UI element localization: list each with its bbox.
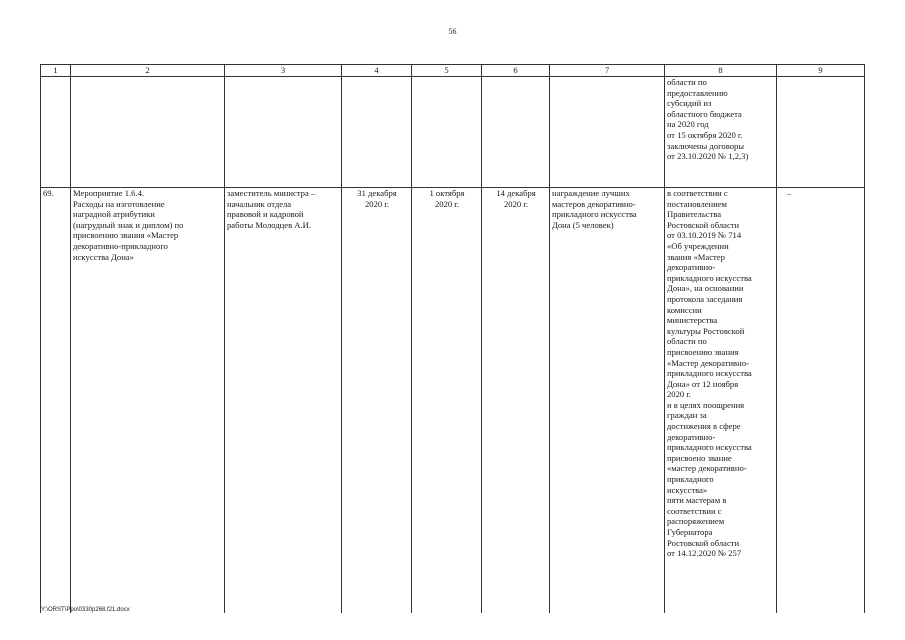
table-cell: [412, 77, 482, 188]
notes-cell: –: [777, 188, 865, 614]
table-cell: [41, 77, 71, 188]
table-cell: [342, 77, 412, 188]
table-cell: [482, 77, 550, 188]
header-cell: 6: [482, 65, 550, 77]
table-cell: [71, 77, 225, 188]
header-cell: 3: [225, 65, 342, 77]
planned-date-cell: 31 декабря 2020 г.: [342, 188, 412, 614]
end-date-cell: 14 декабря 2020 г.: [482, 188, 550, 614]
row-number-cell: 69.: [41, 188, 71, 614]
table-row: [41, 188, 865, 614]
header-cell: 1: [41, 65, 71, 77]
header-cell: 9: [777, 65, 865, 77]
actual-result-cell: в соответствии с постановлением Правительства Ростовской области от 03.10.2019 № 714 «Об учреждении звания «Мастер декоративно- прикладного искусства Дона», на основании протокола заседания комиссии министерства культуры Ростовской области по присвоению звания «Мастер декоративно- прикладного искусства Дона» от 12 ноября 2020 г. и в целях поощрения граждан за достижения в сфере декоративно- прикладного искусства присвоено звание «мастер декоративно- прикладного искусства» пяти мастерам в соответствии с распоряжением Губернатора Ростовской области от 14.12.2020 № 257: [665, 188, 777, 614]
start-date-cell: 1 октября 2020 г.: [412, 188, 482, 614]
header-cell: 2: [71, 65, 225, 77]
table-cell: [777, 77, 865, 188]
file-path-footer: Y:\ORST\Ppo\0330p268.f21.docx: [41, 607, 130, 613]
table-cell: [225, 77, 342, 188]
document-table: [40, 64, 865, 613]
page-number: 56: [448, 27, 457, 36]
header-cell: 4: [342, 65, 412, 77]
header-row: [41, 65, 865, 77]
responsible-cell: заместитель министра – начальник отдела правовой и кадровой работы Молодцев А.И.: [225, 188, 342, 614]
table-cell: области по предоставлению субсидий из областного бюджета на 2020 год от 15 октября 2020 г. заключены договоры от 23.10.2020 № 1,2,3): [665, 77, 777, 188]
expected-result-cell: награждение лучших мастеров декоративно- прикладного искусства Дона (5 человек): [550, 188, 665, 614]
header-cell: 7: [550, 65, 665, 77]
header-cell: 5: [412, 65, 482, 77]
measure-name-cell: Мероприятие 1.6.4. Расходы на изготовление наградной атрибутики (нагрудный знак и диплом) по присвоению звания «Мастер декоративно-прикладного искусства Дона»: [71, 188, 225, 614]
table-row-continuation: [41, 77, 865, 188]
table-cell: [550, 77, 665, 188]
header-cell: 8: [665, 65, 777, 77]
